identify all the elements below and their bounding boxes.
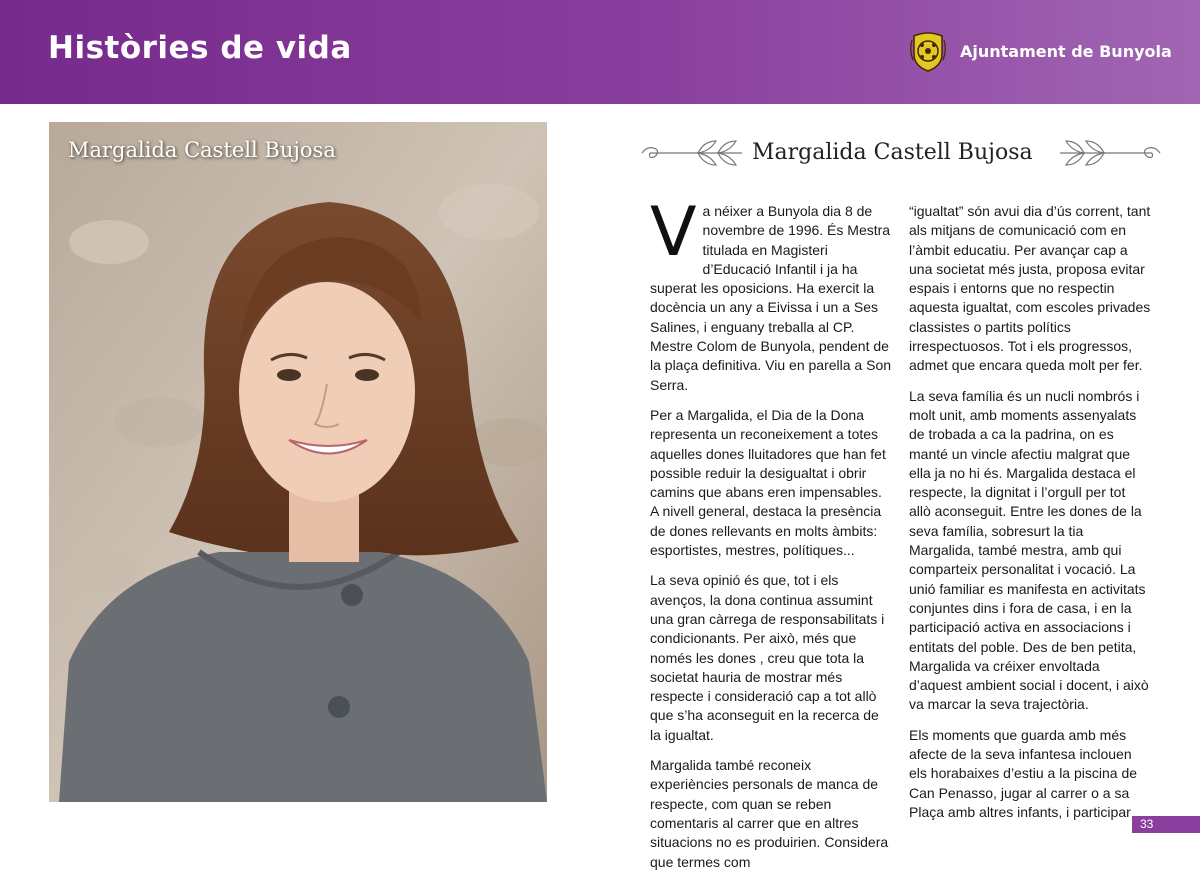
portrait-photo	[49, 122, 547, 802]
article-column-1	[650, 193, 892, 883]
page-number: 33	[1132, 816, 1200, 833]
leaf-ornament-icon	[638, 135, 748, 171]
drop-cap: V	[650, 193, 697, 272]
leaf-ornament-icon	[1054, 135, 1164, 171]
section-title: Històries de vida	[48, 30, 352, 66]
organization-name: Ajuntament de Bunyola	[960, 42, 1172, 61]
page-header	[0, 0, 1200, 104]
article-paragraph: Va néixer a Bunyola dia 8 de novembre de 1996. És Mestra titulada en Magisteri d’Educació Infantil i ja ha superat les oposicions. Ha exercit la docència un any a Eivissa i un a Ses Salines, i enguany treballa al CP. Mestre Colom de Bunyola, pendent de la plaça definitiva. Viu en parella a Son Serra.	[650, 193, 892, 393]
photo-caption: Margalida Castell Bujosa	[68, 138, 336, 162]
article-paragraph: Els moments que guarda amb més afecte de la seva infantesa inclouen els horabaixes d’estiu a la piscina de Can Penasso, jugar al carrer o a sa Plaça amb altres infants, i participar	[909, 726, 1138, 820]
bunyola-crest-icon	[908, 30, 948, 72]
article-paragraph: “igualtat” són avui dia d’ús corrent, tant als mitjans de comunicació com en l’àmbit educatiu. Per avançar cap a una societat més justa, proposa evitar espais i entorns que no respectin aquesta igualtat, com escoles privades classistes o partits polítics irrespectuosos. Tot i els progressos, admet que encara queda molt per fer.	[909, 203, 1151, 374]
article-paragraph: La seva família és un nucli nombrós i molt unit, amb moments assenyalats de trobada a ca la padrina, on es manté un vincle afectiu malgrat que ella ja no hi és. Margalida destaca el respecte, la dignitat i l’orgull per tot allò aconseguit. Entre les dones de la seva família, sobresurt la tia Margalida, també mestra, amb qui comparteix personalitat i vocació. La unió familiar es manifesta en activitats conjuntes dins i fora de casa, i en la participació activa en associacions i entitats del poble. Des de ben petita, Margalida va créixer envoltada d’aquest ambient social i docent, i això va marcar la seva trajectòria.	[909, 387, 1149, 713]
article-title: Margalida Castell Bujosa	[752, 140, 1033, 165]
article-paragraph: La seva opinió és que, tot i els avenços, la dona continua assumint una gran càrrega de responsabilitats i condicionants. Per això, més que només les dones , creu que tota la societat hauria de mostrar més respecte i consideració cap a tot allò que s’ha aconseguit en la recerca de la igualtat.	[650, 572, 885, 743]
article-paragraph: Margalida també reconeix experiències personals de manca de respecte, com quan se reben comentaris al carrer que en altres situacions no es produirien. Considera que termes com	[650, 757, 889, 870]
article-column-2	[909, 202, 1151, 833]
article-paragraph: Per a Margalida, el Dia de la Dona representa un reconeixement a totes aquelles dones lluitadores que han fet possible reduir la desigualtat i obrir camins que abans eren impensables. A nivell general, destaca la presència de dones rellevants en molts àmbits: esportistes, mestres, polítiques...	[650, 406, 886, 559]
